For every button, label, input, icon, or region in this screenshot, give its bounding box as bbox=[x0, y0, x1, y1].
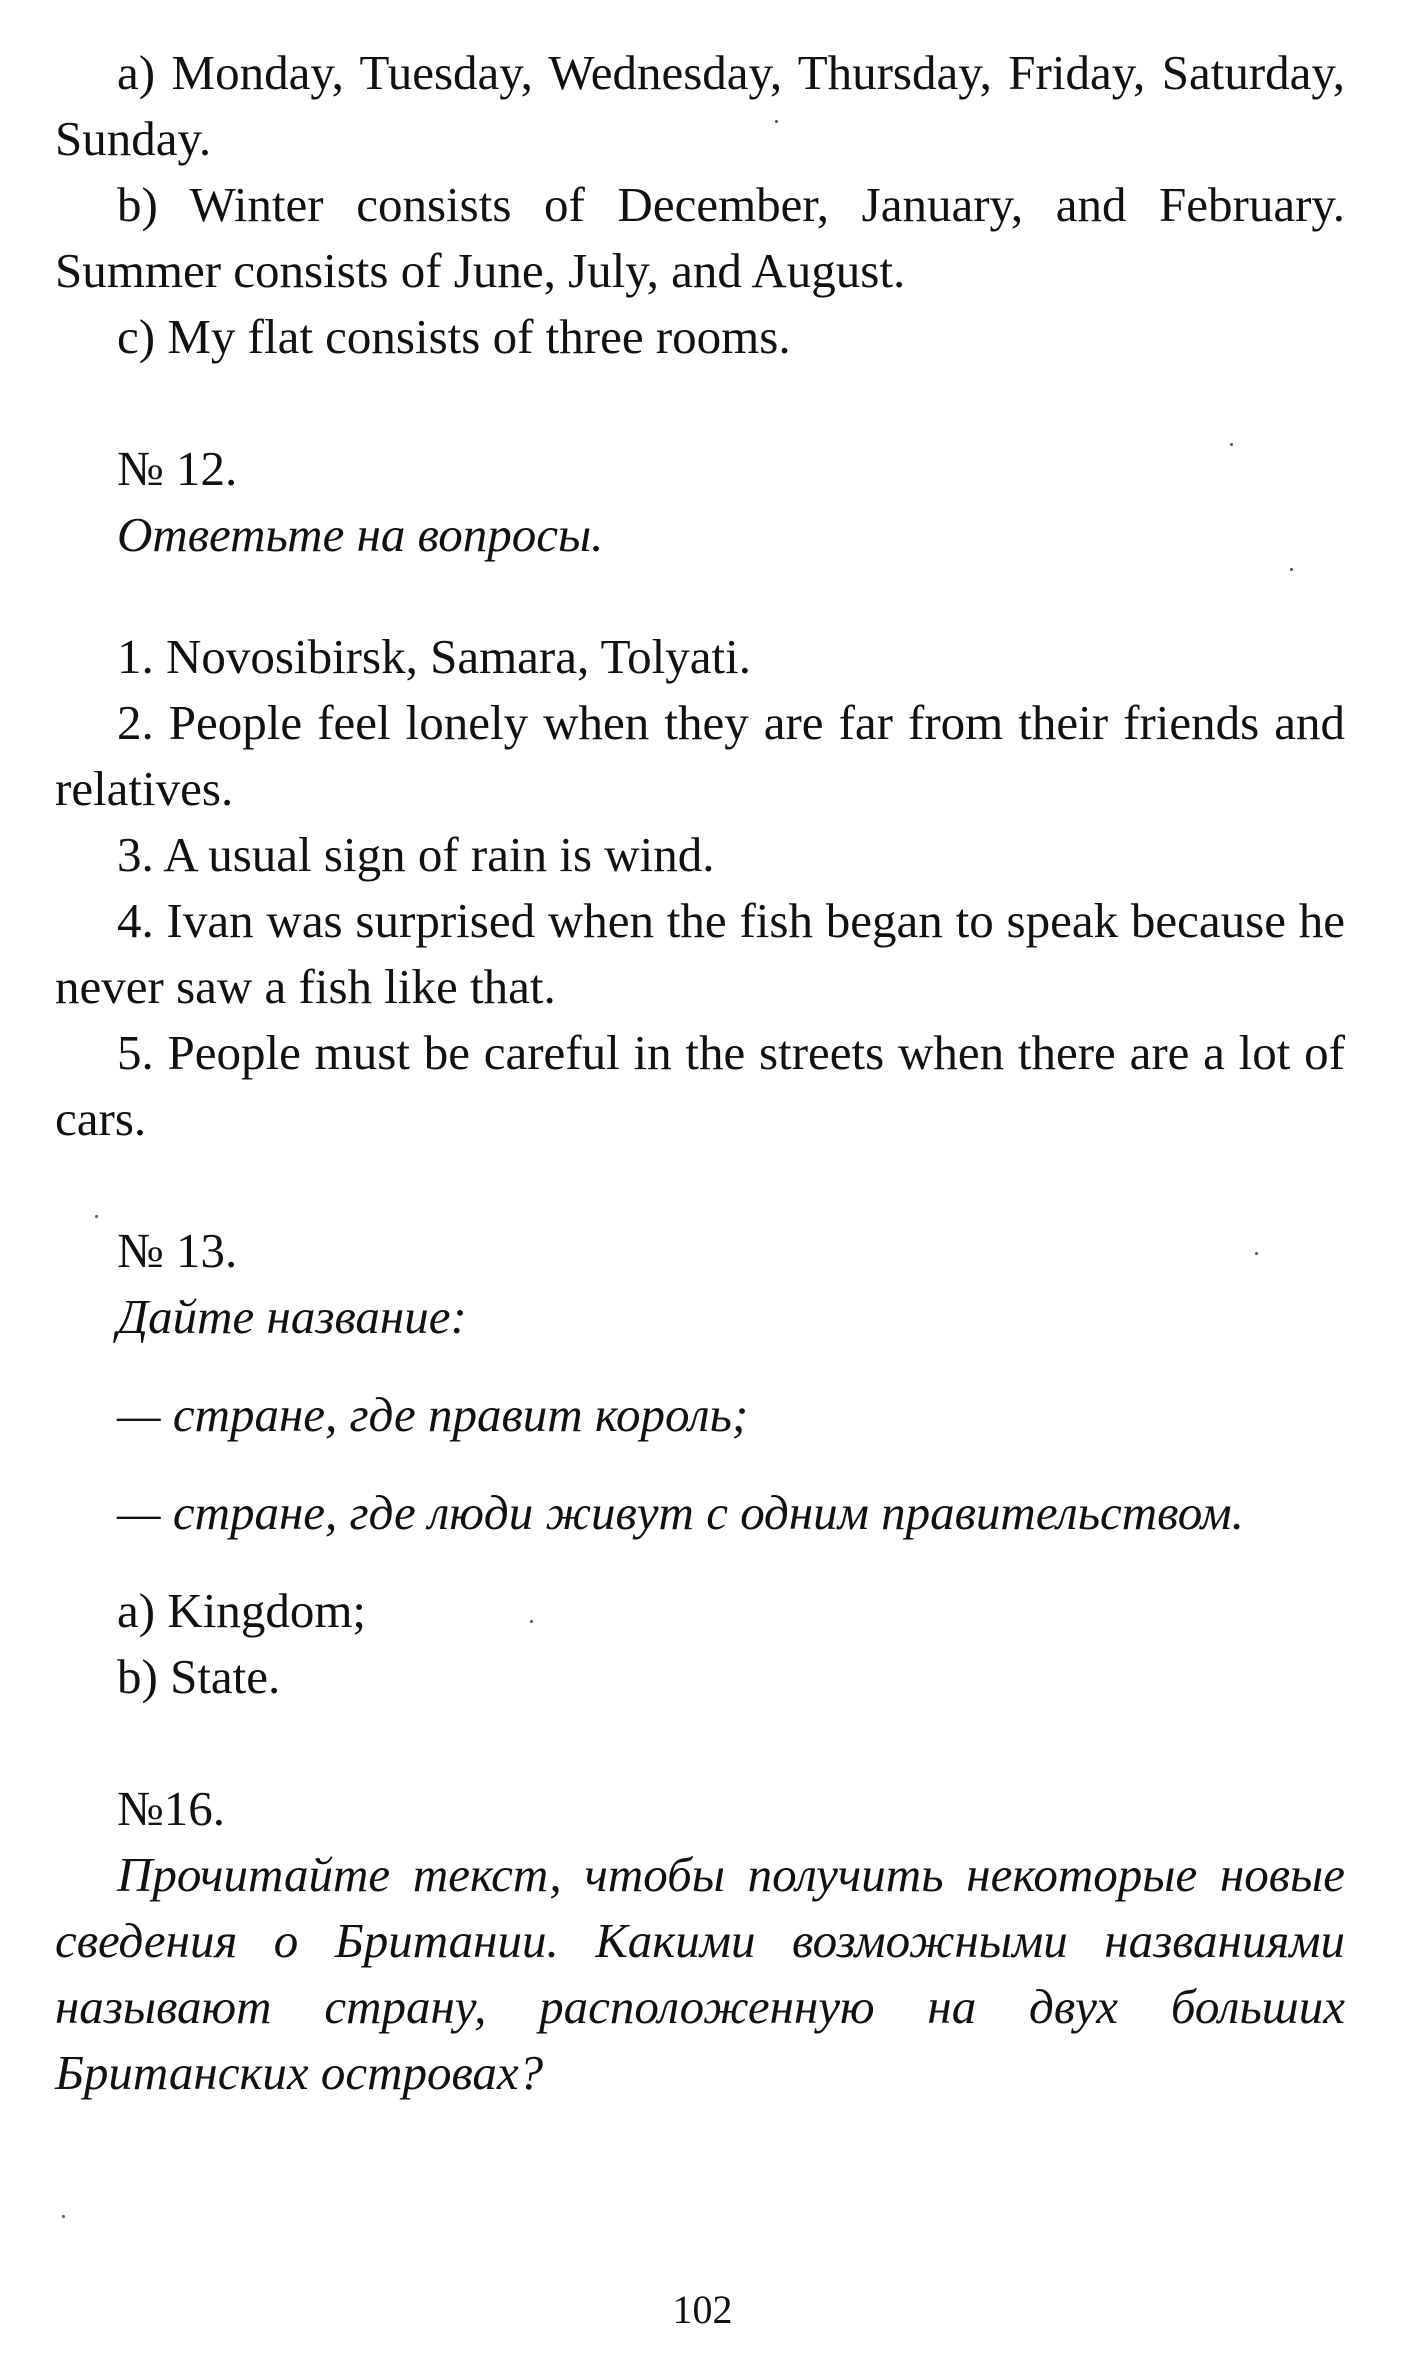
exercise-13-number: № 13. bbox=[117, 1223, 238, 1278]
exercise-16-instruction: Прочитайте текст, чтобы получить некоторые новые сведения о Британии. Какими возможными названиями называют страну, расположенную на двух больших Британских островах? bbox=[55, 1847, 1345, 2100]
spacer bbox=[55, 1546, 1345, 1578]
scan-speck bbox=[1255, 1252, 1258, 1255]
exercise-13-answer-b: b) State. bbox=[117, 1649, 281, 1704]
spacer bbox=[55, 1448, 1345, 1480]
exercise-13-answer-a: a) Kingdom; bbox=[117, 1583, 367, 1638]
spacer bbox=[55, 1350, 1345, 1382]
exercise-16-number: №16. bbox=[117, 1781, 226, 1836]
spacer bbox=[55, 1152, 1345, 1218]
scan-speck bbox=[62, 2215, 65, 2218]
answer-a: a) Monday, Tuesday, Wednesday, Thursday, Friday, Saturday, Sunday. bbox=[55, 45, 1345, 166]
page-number: 102 bbox=[672, 2287, 733, 2332]
exercise-12-answer-1: 1. Novosibirsk, Samara, Tolyati. bbox=[117, 629, 751, 684]
exercise-12-answer-2: 2. People feel lonely when they are far from their friends and relatives. bbox=[55, 695, 1345, 816]
exercise-13-item-2: — стране, где люди живут с одним правительством. bbox=[117, 1485, 1244, 1540]
scan-speck bbox=[1290, 568, 1293, 571]
answer-b: b) Winter consists of December, January, and February. Summer consists of June, July, and August. bbox=[55, 177, 1345, 298]
scan-speck bbox=[530, 1620, 533, 1623]
exercise-12-answer-5: 5. People must be careful in the streets when there are a lot of cars. bbox=[55, 1025, 1345, 1146]
answer-c: c) My flat consists of three rooms. bbox=[117, 309, 791, 364]
spacer bbox=[55, 568, 1345, 624]
scan-speck bbox=[775, 120, 778, 123]
exercise-12-answer-3: 3. A usual sign of rain is wind. bbox=[117, 827, 715, 882]
exercise-12-instruction: Ответьте на вопросы. bbox=[117, 507, 604, 562]
spacer bbox=[55, 370, 1345, 436]
exercise-12-number: № 12. bbox=[117, 441, 238, 496]
textbook-page bbox=[55, 40, 1345, 2106]
exercise-13-item-1: — стране, где правит король; bbox=[117, 1387, 749, 1442]
scan-speck bbox=[95, 1215, 98, 1218]
exercise-12-answer-4: 4. Ivan was surprised when the fish began to speak because he never saw a fish like that. bbox=[55, 893, 1345, 1014]
scan-speck bbox=[1230, 443, 1233, 446]
spacer bbox=[55, 1710, 1345, 1776]
exercise-13-instruction: Дайте название: bbox=[117, 1289, 467, 1344]
